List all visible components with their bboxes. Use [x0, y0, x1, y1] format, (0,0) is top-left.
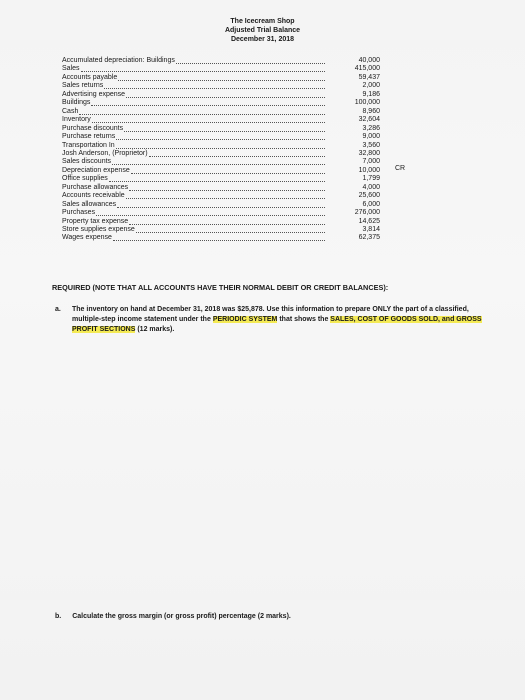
- account-label: Transportation In: [62, 141, 115, 149]
- account-label: Store supplies expense: [62, 226, 135, 233]
- account-amount: 8,960: [362, 107, 380, 115]
- account-amount: 100,000: [354, 99, 380, 107]
- account-label: Josh Anderson, (Proprietor): [62, 149, 148, 157]
- highlight-periodic-system: PERIODIC SYSTEM: [212, 316, 278, 323]
- account-label: Sales discounts: [62, 158, 112, 166]
- account-label: Depreciation expense: [62, 166, 130, 174]
- account-label: Inventory: [62, 116, 91, 124]
- account-label: Purchase allowances: [62, 183, 129, 191]
- company-name: The Icecream Shop: [230, 18, 295, 25]
- account-amount: 25,600: [358, 192, 380, 200]
- account-label: Property tax expense: [62, 217, 129, 225]
- statement-title: Adjusted Trial Balance: [224, 27, 301, 34]
- account-amount: 6,000: [362, 200, 380, 208]
- account-label: Sales returns: [62, 82, 104, 90]
- account-amount: 3,814: [362, 226, 380, 233]
- account-label: Advertising expense: [62, 90, 126, 98]
- account-amount: 415,000: [354, 65, 380, 73]
- account-label: Accounts receivable: [62, 192, 125, 200]
- account-label: Wages expense: [62, 234, 112, 242]
- account-amount: 3,286: [362, 124, 380, 132]
- question-b-letter: b.: [55, 613, 62, 620]
- account-label: Office supplies: [62, 175, 108, 183]
- account-label: Buildings: [62, 99, 91, 107]
- account-label: Sales allowances: [62, 200, 117, 208]
- account-label: Accumulated depreciation: Buildings: [62, 57, 175, 64]
- account-amount: 9,000: [362, 133, 380, 141]
- account-amount: 32,604: [358, 116, 380, 124]
- question-b-text: Calculate the gross margin (or gross profit) percentage (2 marks).: [72, 613, 291, 620]
- account-amount: 7,000: [362, 158, 380, 166]
- account-label: Purchase returns: [62, 133, 116, 141]
- account-amount: 32,800: [358, 149, 380, 157]
- account-amount: 62,375: [358, 234, 380, 242]
- statement-date: December 31, 2018: [230, 36, 295, 43]
- account-amount: 10,000: [358, 166, 380, 174]
- required-heading: REQUIRED (NOTE THAT ALL ACCOUNTS HAVE THEIR NORMAL DEBIT OR CREDIT BALANCES):: [52, 283, 389, 292]
- account-amount: 1,799: [362, 175, 380, 183]
- account-amount: 14,625: [358, 217, 380, 225]
- account-label: Purchase discounts: [62, 124, 124, 132]
- dot-leader: [113, 239, 325, 241]
- account-label: Sales: [62, 65, 80, 73]
- account-label: Purchases: [62, 209, 96, 217]
- question-a-text: The inventory on hand at December 31, 2018 was $25,878. Use this information to prepare ONLY the part of a classified, multiple-step income statement under the PERIODIC SYSTEM that shows the SALES, COST OF GOODS SOLD, and GROSS PROFIT SECTIONS (12 marks).: [72, 306, 482, 333]
- account-row: [62, 233, 380, 242]
- account-amount: 4,000: [362, 183, 380, 191]
- account-amount: 276,000: [354, 209, 380, 217]
- highlight-sections: SALES, COST OF GOODS SOLD, and GROSS PROFIT SECTIONS: [72, 316, 482, 333]
- account-amount: 40,000: [358, 57, 380, 64]
- account-amount: 2,000: [362, 82, 380, 90]
- question-b: [55, 613, 291, 620]
- question-a-letter: a.: [55, 306, 61, 313]
- account-label: Cash: [62, 107, 79, 115]
- account-amount: 9,186: [362, 90, 380, 98]
- account-amount: 3,560: [362, 141, 380, 149]
- account-amount: 59,437: [358, 73, 380, 81]
- account-label: Accounts payable: [62, 73, 118, 81]
- credit-marker: CR: [395, 165, 406, 172]
